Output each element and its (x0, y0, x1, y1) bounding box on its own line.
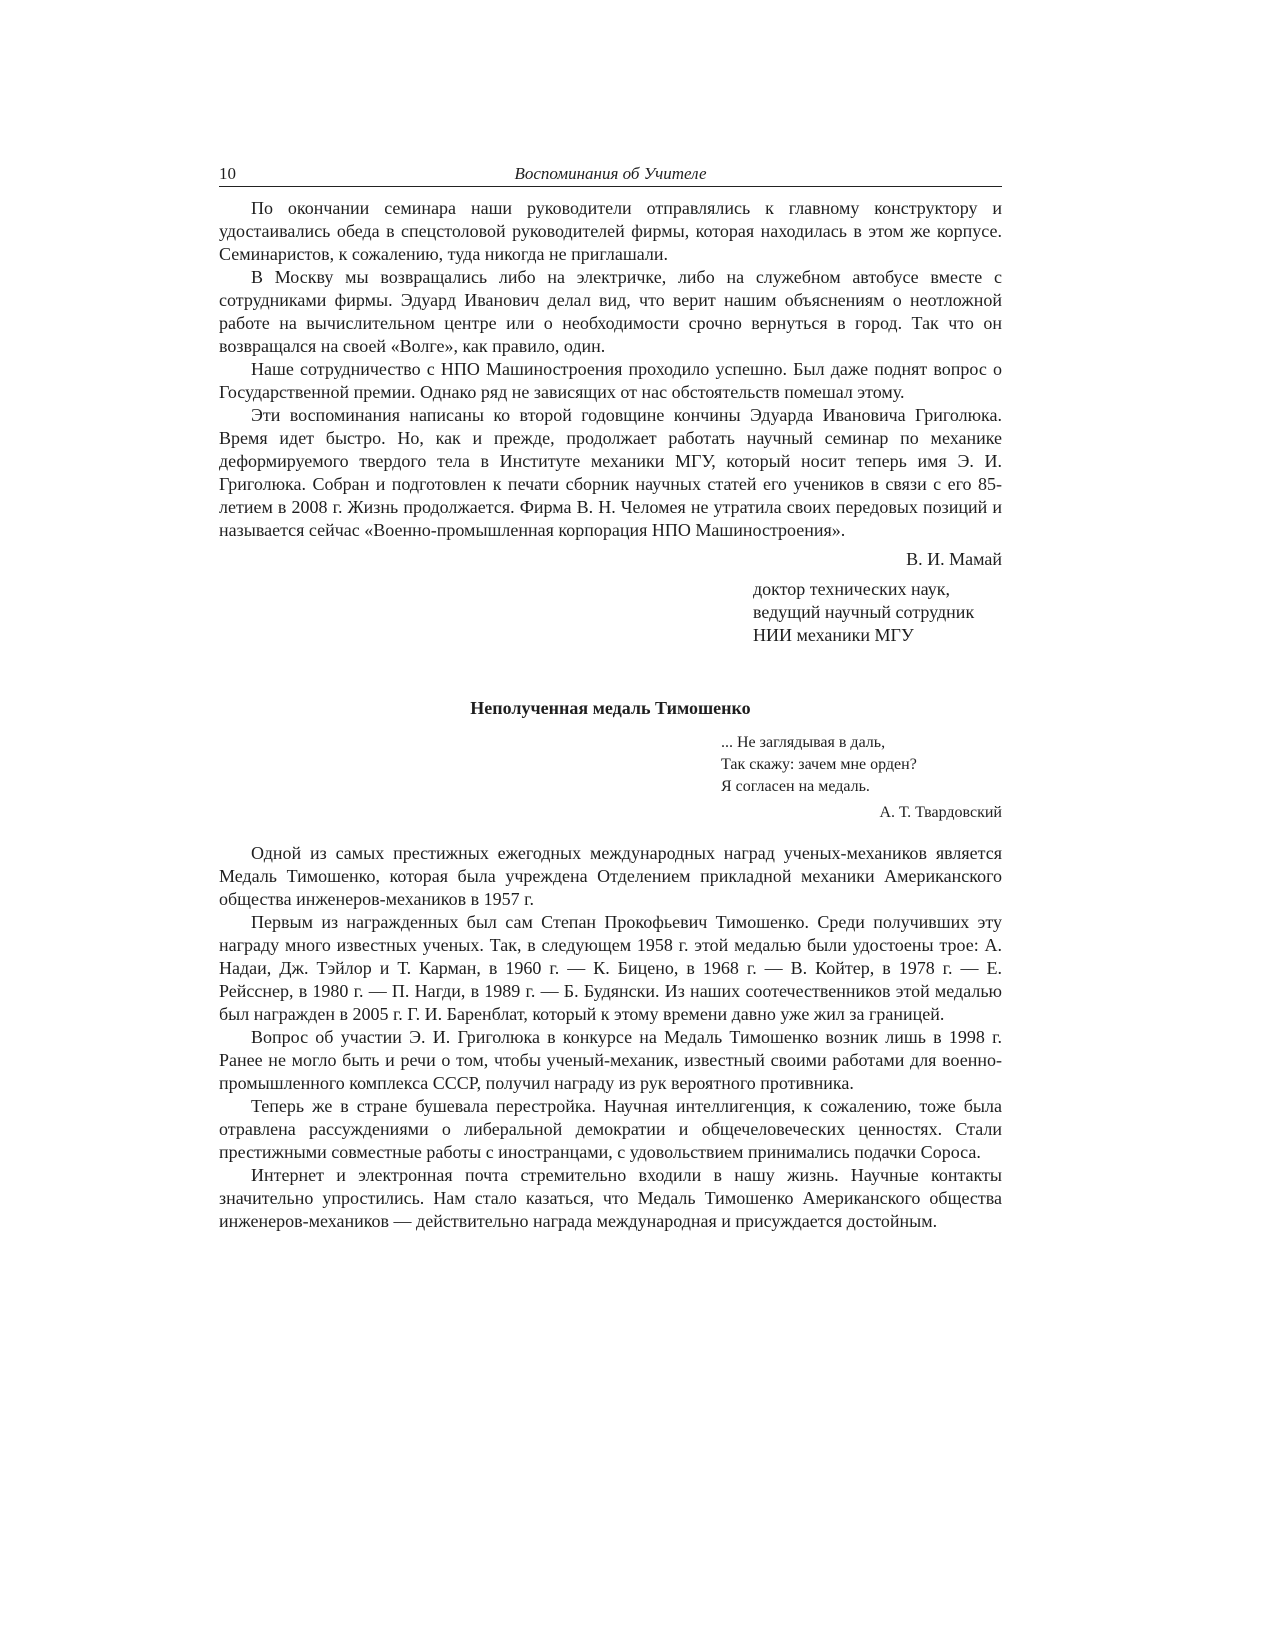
epigraph-line: ... Не заглядывая в даль, (721, 734, 886, 751)
paragraph: Интернет и электронная почта стремительно входили в нашу жизнь. Научные контакты значительно упростились. Нам стало казаться, что Медаль Тимошенко Американского общества инженеров-механиков — действительно награда международная и присуждается достойным. (219, 1165, 1002, 1231)
epigraph (721, 732, 1002, 798)
paragraph: Вопрос об участии Э. И. Григолюка в конкурсе на Медаль Тимошенко возник лишь в 1998 г. Ранее не могло быть и речи о том, чтобы ученый-механик, известный своими работами для военно-промышленного комплекса СССР, получил награду из рук вероятного противника. (219, 1027, 1002, 1093)
running-head (219, 160, 1002, 187)
paragraph: В Москву мы возвращались либо на электричке, либо на служебном автобусе вместе с сотрудниками фирмы. Эдуард Иванович делал вид, что верит нашим объяснениям о неотложной работе на вычислительном центре или о необходимости срочно вернуться в город. Так что он возвращался на своей «Волге», как правило, один. (219, 267, 1002, 356)
epigraph-line: Так скажу: зачем мне орден? (721, 756, 917, 773)
page-number: 10 (219, 164, 236, 183)
epigraph-author: А. Т. Твардовский (879, 804, 1002, 821)
section-text (219, 842, 1002, 1233)
memoir-text (219, 197, 1002, 542)
book-page (219, 160, 1002, 1233)
paragraph: Наше сотрудничество с НПО Машиностроения проходило успешно. Был даже поднят вопрос о Государственной премии. Однако ряд не зависящих от нас обстоятельств помешал этому. (219, 359, 1002, 402)
paragraph: Первым из награжденных был сам Степан Прокофьевич Тимошенко. Среди получивших эту награду много известных ученых. Так, в следующем 1958 г. этой медалью были удостоены трое: А. Надаи, Дж. Тэйлор и Т. Карман, в 1960 г. — К. Бицено, в 1968 г. — В. Койтер, в 1978 г. — Е. Рейсснер, в 1980 г. — П. Нагди, в 1989 г. — Б. Будянски. Из наших соотечественников этой медалью был награжден в 2005 г. Г. И. Баренблат, который к этому времени давно уже жил за границей. (219, 912, 1002, 1024)
author-signature: В. И. Мамай (906, 549, 1002, 569)
paragraph: Теперь же в стране бушевала перестройка. Научная интеллигенция, к сожалению, тоже была отравлена рассуждениями о либеральной демократии и общечеловеческих ценностях. Стали престижными совместные работы с иностранцами, с удовольствием принимались подачки Сороса. (219, 1096, 1002, 1162)
running-title: Воспоминания об Учителе (514, 164, 707, 183)
paragraph: Одной из самых престижных ежегодных международных наград ученых-механиков является Медаль Тимошенко, которая была учреждена Отделением прикладной механики Американского общества инженеров-механиков в 1957 г. (219, 843, 1002, 909)
paragraph: По окончании семинара наши руководители отправлялись к главному конструктору и удостаивались обеда в спецстоловой руководителей фирмы, которая находилась в этом же корпусе. Семинаристов, к сожалению, туда никогда не приглашали. (219, 198, 1002, 264)
epigraph-line: Я согласен на медаль. (721, 778, 870, 795)
paragraph: Эти воспоминания написаны ко второй годовщине кончины Эдуарда Ивановича Григолюка. Время идет быстро. Но, как и прежде, продолжает работать научный семинар по механике деформируемого твердого тела в Институте механики МГУ, который носит теперь имя Э. И. Григолюка. Собран и подготовлен к печати сборник научных статей его учеников в связи с его 85-летием в 2008 г. Жизнь продолжается. Фирма В. Н. Челомея не утратила своих передовых позиций и называется сейчас «Военно-промышленная корпорация НПО Машиностроения». (219, 405, 1002, 540)
section-title: Неполученная медаль Тимошенко (470, 698, 751, 718)
author-credentials: доктор технических наук, ведущий научный сотрудник НИИ механики МГУ (753, 579, 975, 645)
